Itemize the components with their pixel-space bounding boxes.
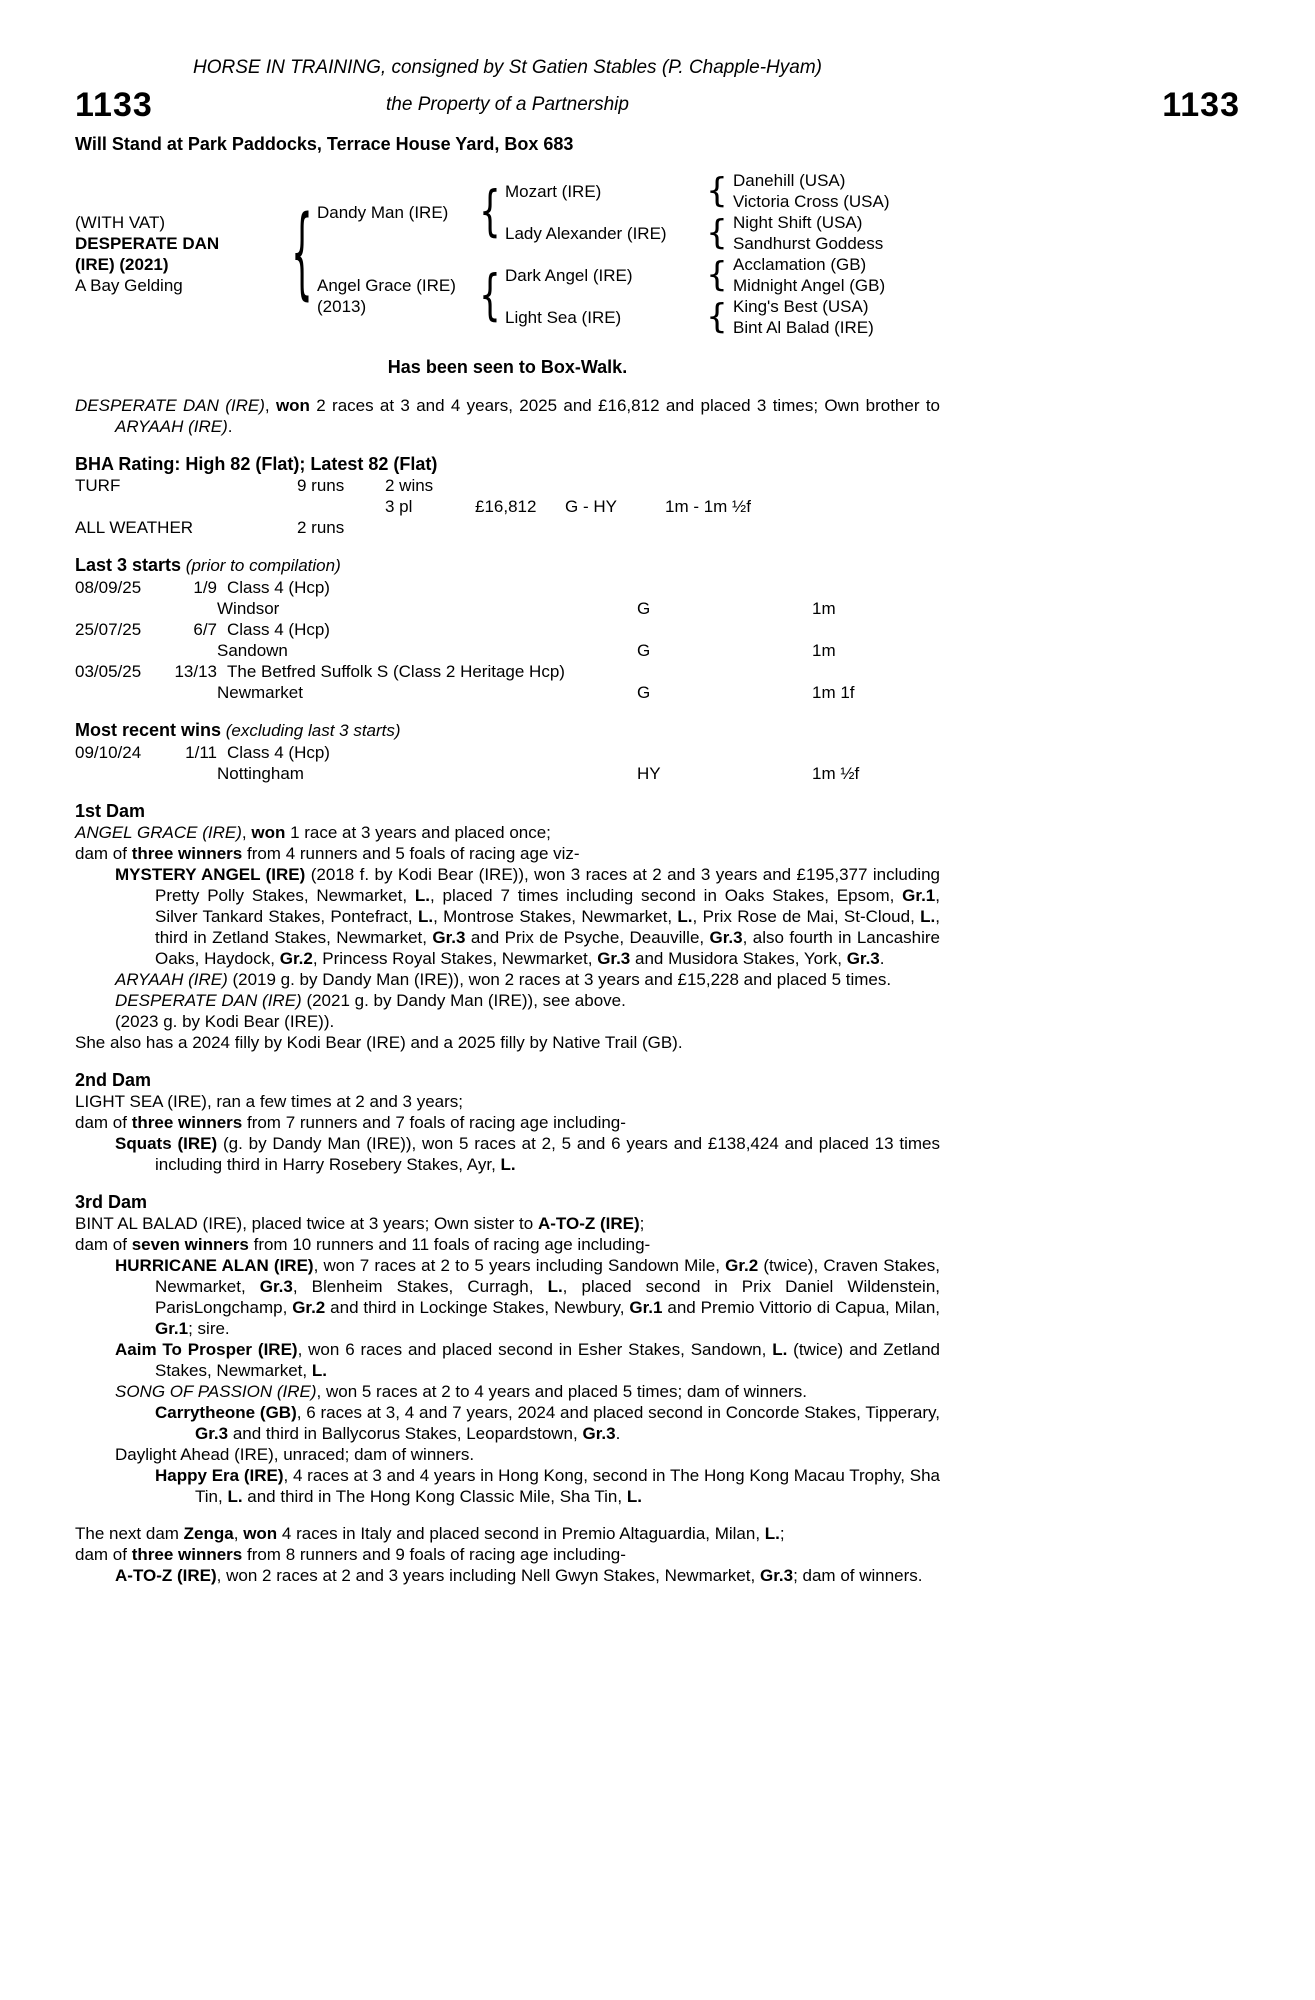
table-cell: 09/10/24 [75, 743, 142, 762]
table-cell: Class 4 (Hcp) [227, 743, 330, 762]
emphasis-text: Gr.1 [155, 1319, 189, 1338]
text-run: Daylight Ahead (IRE), unraced; dam of winners. [115, 1445, 475, 1464]
text-run: and third in Lockinge Stakes, Newbury, [325, 1298, 630, 1317]
text-run: and third in Ballycorus Stakes, Leopardstown, [228, 1424, 583, 1443]
table-cell: Sandown [217, 641, 288, 660]
table-cell: £16,812 [475, 497, 537, 516]
emphasis-text: ANGEL GRACE (IRE) [75, 823, 242, 842]
paragraph [75, 1091, 940, 1112]
text-run: BINT AL BALAD (IRE), placed twice at 3 years; Own sister to [75, 1214, 538, 1233]
table-cell: G [637, 683, 651, 702]
grandsire-dam-side: Dark Angel (IRE) [505, 265, 633, 285]
dam-name [317, 254, 475, 338]
emphasis-text: Gr.3 [597, 949, 631, 968]
dam-year: (2013) [317, 297, 367, 316]
paragraph [75, 1544, 940, 1565]
text-run: dam of [75, 1235, 132, 1254]
gen3-ancestor: Sandhurst Goddess [733, 234, 884, 253]
last-starts-heading [75, 554, 940, 577]
text-run: . [879, 949, 885, 968]
table-cell: Nottingham [217, 764, 304, 783]
text-run: (twice) and Zetland Stakes, Newmarket, [155, 1340, 940, 1380]
recent-wins-table [75, 742, 940, 784]
text-run: from 8 runners and 9 foals of racing age including- [242, 1545, 626, 1564]
emphasis-text: L. [772, 1340, 788, 1359]
paragraph [75, 990, 940, 1011]
text-run: (g. by Dandy Man (IRE)), won 5 races at 2, 5 and 6 years and £138,424 and placed 13 times including third in Harry Rosebery Stakes, Ayr, [155, 1134, 940, 1174]
text-run: , third in Zetland Stakes, Newmarket, [155, 907, 940, 947]
emphasis-text: Gr.3 [195, 1424, 229, 1443]
paragraph [75, 1339, 940, 1381]
section-heading: 1st Dam [75, 801, 146, 821]
table-cell: 1m [812, 599, 836, 618]
text-run: (twice), Craven Stakes, Newmarket, [155, 1256, 940, 1296]
text-run: ; sire. [188, 1319, 230, 1338]
text-run: from 10 runners and 11 foals of racing age including- [248, 1235, 651, 1254]
emphasis-text: won [251, 823, 286, 842]
emphasis-text: Zenga [183, 1524, 234, 1543]
text-run: from 7 runners and 7 foals of racing age including- [242, 1113, 626, 1132]
emphasis-text: L. [547, 1277, 563, 1296]
table-cell: Class 4 (Hcp) [227, 620, 330, 639]
recent-wins-heading [75, 719, 940, 742]
gen3-ancestor: Bint Al Balad (IRE) [733, 318, 874, 337]
emphasis-text: Gr.3 [759, 1566, 794, 1585]
horse-name-suffix: (IRE) (2021) [75, 255, 169, 274]
text-run: , [241, 823, 252, 842]
emphasis-text: DESPERATE DAN (IRE) [115, 991, 302, 1010]
emphasis-text: Gr.2 [279, 949, 313, 968]
emphasis-text: L. [764, 1524, 780, 1543]
paragraph [75, 1402, 940, 1444]
text-run: (2019 g. by Dandy Man (IRE)), won 2 races at 3 years and £15,228 and placed 5 times. [227, 970, 892, 989]
horse-name: DESPERATE DAN [75, 234, 220, 253]
gen3-brace-4: { [706, 296, 728, 337]
text-run: , [233, 1524, 244, 1543]
table-row [75, 742, 940, 784]
lot-number-right: 1133 [1162, 86, 1240, 124]
text-run: She also has a 2024 filly by Kodi Bear (IRE) and a 2025 filly by Native Trail (GB). [75, 1033, 683, 1052]
text-run: 1 race at 3 years and placed once; [285, 823, 551, 842]
gen3-ancestor: Night Shift (USA) [733, 213, 863, 232]
emphasis-text: SONG OF PASSION (IRE) [115, 1382, 317, 1401]
paragraph [75, 843, 940, 864]
text-run: from 4 runners and 5 foals of racing age viz- [242, 844, 580, 863]
paragraph [75, 1255, 940, 1339]
property-line: the Property of a Partnership [386, 94, 629, 115]
section-gap [75, 1507, 940, 1523]
text-run: ; [779, 1524, 785, 1543]
emphasis-text: three winners [131, 1113, 243, 1132]
emphasis-text: ARYAAH (IRE) [115, 417, 228, 436]
table-row [75, 577, 940, 619]
consignor-line: HORSE IN TRAINING, consigned by St Gatien Stables (P. Chapple-Hyam) [192, 57, 822, 78]
emphasis-text: Gr.1 [902, 886, 936, 905]
table-row [75, 661, 940, 703]
paragraph [75, 1011, 940, 1032]
emphasis-text: L. [920, 907, 936, 926]
emphasis-text: MYSTERY ANGEL (IRE) [115, 865, 306, 884]
emphasis-text: Gr.3 [709, 928, 743, 947]
text-run: (2023 g. by Kodi Bear (IRE)). [115, 1012, 335, 1031]
emphasis-text: three winners [131, 1545, 243, 1564]
text-run: and Prix de Psyche, Deauville, [465, 928, 710, 947]
table-cell [385, 517, 475, 538]
text-run: , also fourth in Lancashire Oaks, Haydock, [155, 928, 940, 968]
emphasis-text: HURRICANE ALAN (IRE) [115, 1256, 314, 1275]
emphasis-text: L. [414, 886, 430, 905]
emphasis-text: A-TO-Z (IRE) [115, 1566, 217, 1585]
emphasis-text: L. [227, 1487, 243, 1506]
text-run: , won 5 races at 2 to 4 years and placed 5 times; dam of winners. [316, 1382, 807, 1401]
text-run: , won 6 races and placed second in Esher Stakes, Sandown, [297, 1340, 773, 1359]
paragraph [75, 1523, 940, 1544]
bha-rating-heading: BHA Rating: High 82 (Flat); Latest 82 (Flat) [75, 454, 438, 474]
gen3-ancestor: Victoria Cross (USA) [733, 192, 890, 211]
emphasis-text: Aaim To Prosper (IRE) [115, 1340, 298, 1359]
emphasis-text: three winners [131, 844, 243, 863]
last-starts-title: Last 3 starts [75, 555, 182, 575]
paragraph [75, 1133, 940, 1175]
text-run: . [615, 1424, 621, 1443]
paragraph [75, 1565, 940, 1586]
gen3-brace-3: { [706, 254, 728, 295]
table-cell: ALL WEATHER [75, 518, 194, 537]
text-run: 2 races at 3 and 4 years, 2025 and £16,812 and placed 3 times; Own brother to [309, 396, 940, 415]
table-cell: 1m ½f [812, 764, 860, 783]
granddam-dam-side: Light Sea (IRE) [505, 307, 622, 327]
text-block [75, 0, 1240, 1586]
table-cell: 03/05/25 [75, 662, 142, 681]
paragraph [75, 864, 940, 969]
table-cell: Newmarket [217, 683, 303, 702]
table-cell: G [637, 599, 651, 618]
table-cell: 08/09/25 [75, 578, 142, 597]
emphasis-text: Gr.3 [259, 1277, 293, 1296]
text-run: and Premio Vittorio di Capua, Milan, [662, 1298, 940, 1317]
recent-wins-title: Most recent wins [75, 720, 222, 740]
paragraph [75, 822, 940, 843]
paragraph [75, 1234, 940, 1255]
text-run: (2018 f. by Kodi Bear (IRE)), won 3 races at 2 and 3 years and £195,377 including Pretty Polly Stakes, Newmarket, [155, 865, 940, 905]
text-run: 4 races in Italy and placed second in Premio Altaguardia, Milan, [277, 1524, 765, 1543]
text-run: and Musidora Stakes, York, [630, 949, 847, 968]
emphasis-text: A-TO-Z (IRE) [537, 1214, 640, 1233]
table-cell: The Betfred Suffolk S (Class 2 Heritage Hcp) [227, 662, 565, 681]
race-record-stats-table [75, 475, 940, 538]
text-run: , won 2 races at 2 and 3 years including Nell Gwyn Stakes, Newmarket, [216, 1566, 760, 1585]
emphasis-text: won [275, 396, 310, 415]
section-heading: 3rd Dam [75, 1192, 148, 1212]
paragraph [75, 1465, 940, 1507]
table-cell: 1m - 1m ½f [665, 497, 751, 516]
emphasis-text: L. [677, 907, 693, 926]
emphasis-text: Gr.2 [725, 1256, 759, 1275]
emphasis-text: L. [626, 1487, 642, 1506]
paragraph [75, 1032, 940, 1053]
table-cell: 25/07/25 [75, 620, 142, 639]
emphasis-text: Gr.3 [432, 928, 466, 947]
text-run: dam of [75, 1113, 132, 1132]
sire-brace: { [479, 179, 501, 244]
paragraph [75, 1444, 940, 1465]
table-cell: Class 4 (Hcp) [227, 578, 330, 597]
emphasis-text: ARYAAH (IRE) [115, 970, 228, 989]
table-cell: G - HY [565, 497, 617, 516]
pedigree-narrative [75, 800, 940, 1586]
emphasis-text: seven winners [131, 1235, 249, 1254]
text-run: ; [639, 1214, 645, 1233]
text-run: and third in The Hong Kong Classic Mile, Sha Tin, [242, 1487, 627, 1506]
gen3-brace-1: { [706, 170, 728, 211]
table-cell: 6/7 [193, 620, 217, 639]
emphasis-text: L. [417, 907, 434, 926]
gen3-ancestor: King's Best (USA) [733, 297, 869, 316]
text-run: , Princess Royal Stakes, Newmarket, [312, 949, 598, 968]
text-run: ; dam of winners. [793, 1566, 923, 1585]
table-cell: 1/9 [193, 578, 217, 597]
section-heading: 2nd Dam [75, 1070, 152, 1090]
emphasis-text: Happy Era (IRE) [155, 1466, 284, 1485]
sire-name: Dandy Man (IRE) [317, 202, 449, 222]
emphasis-text: L. [500, 1155, 516, 1174]
last-starts-title-note: (prior to compilation) [181, 556, 341, 575]
gen3-ancestor: Danehill (USA) [733, 171, 846, 190]
text-run: , 6 races at 3, 4 and 7 years, 2024 and placed second in Concorde Stakes, Tipperary, [296, 1403, 940, 1422]
text-run: , Prix Rose de Mai, St-Cloud, [692, 907, 921, 926]
grandsire-sire-side: Mozart (IRE) [505, 181, 602, 201]
table-cell: 1m [812, 641, 836, 660]
table-row [75, 475, 940, 517]
text-run: LIGHT SEA (IRE), ran a few times at 2 and 3 years; [75, 1092, 464, 1111]
table-cell: 3 pl [385, 497, 413, 516]
granddam-sire-side: Lady Alexander (IRE) [505, 223, 667, 243]
gen3-ancestor: Acclamation (GB) [733, 255, 867, 274]
stand-location-line: Will Stand at Park Paddocks, Terrace House Yard, Box 683 [75, 134, 574, 154]
table-cell: 2 wins [385, 476, 434, 495]
table-cell: 13/13 [174, 662, 217, 681]
table-cell: TURF [75, 476, 121, 495]
box-walk-note: Has been seen to Box-Walk. [387, 357, 628, 377]
emphasis-text: Squats (IRE) [115, 1134, 218, 1153]
text-run: , won 7 races at 2 to 5 years including Sandown Mile, [313, 1256, 726, 1275]
text-run: dam of [75, 844, 132, 863]
gen3-brace-2: { [706, 212, 728, 253]
table-cell: 2 runs [297, 518, 345, 537]
paragraph [75, 1112, 940, 1133]
page-header [75, 56, 1240, 156]
last-starts-table [75, 577, 940, 703]
text-run: The next dam [75, 1524, 184, 1543]
lot-number-left: 1133 [75, 86, 153, 124]
text-run: , [264, 396, 276, 415]
paragraph [75, 1213, 940, 1234]
emphasis-text: Carrytheone (GB) [155, 1403, 297, 1422]
text-run: , Montrose Stakes, Newmarket, [433, 907, 678, 926]
table-cell: 9 runs [297, 476, 345, 495]
text-run: , Silver Tankard Stakes, Pontefract, [155, 886, 940, 926]
table-cell: G [637, 641, 651, 660]
horse-details [75, 170, 287, 338]
table-cell: 1m 1f [812, 683, 855, 702]
table-cell: Windsor [217, 599, 280, 618]
table-cell: 1/11 [185, 743, 217, 762]
text-run: . [227, 417, 233, 436]
text-run: , placed second in Prix Daniel Wildenstein, ParisLongchamp, [155, 1277, 940, 1317]
emphasis-text: Gr.2 [292, 1298, 326, 1317]
pedigree-root-brace: { [291, 193, 313, 312]
lot-row [75, 82, 1240, 128]
gen3-ancestor: Midnight Angel (GB) [733, 276, 886, 295]
dam-name-line: Angel Grace (IRE) [317, 276, 456, 295]
paragraph [75, 1381, 940, 1402]
paragraph [75, 969, 940, 990]
text-run: , placed 7 times including second in Oaks Stakes, Epsom, [430, 886, 903, 905]
recent-wins-title-note: (excluding last 3 starts) [221, 721, 401, 740]
text-run: , 4 races at 3 and 4 years in Hong Kong, second in The Hong Kong Macau Trophy, Sha Tin, [195, 1466, 940, 1506]
emphasis-text: Gr.1 [629, 1298, 663, 1317]
table-row [75, 517, 940, 538]
text-run: , Blenheim Stakes, Curragh, [292, 1277, 548, 1296]
race-record-summary [75, 395, 940, 437]
emphasis-text: Gr.3 [582, 1424, 616, 1443]
table-cell: HY [637, 764, 661, 783]
horse-colour-sex: A Bay Gelding [75, 276, 183, 295]
vat-note: (WITH VAT) [75, 213, 166, 232]
emphasis-text: L. [311, 1361, 327, 1380]
emphasis-text: Gr.3 [846, 949, 880, 968]
text-run: (2021 g. by Dandy Man (IRE)), see above. [301, 991, 626, 1010]
emphasis-text: won [243, 1524, 278, 1543]
dam-brace: { [479, 263, 501, 328]
text-run: dam of [75, 1545, 132, 1564]
table-row [75, 619, 940, 661]
emphasis-text: DESPERATE DAN (IRE) [75, 396, 265, 415]
pedigree-table [75, 170, 940, 338]
